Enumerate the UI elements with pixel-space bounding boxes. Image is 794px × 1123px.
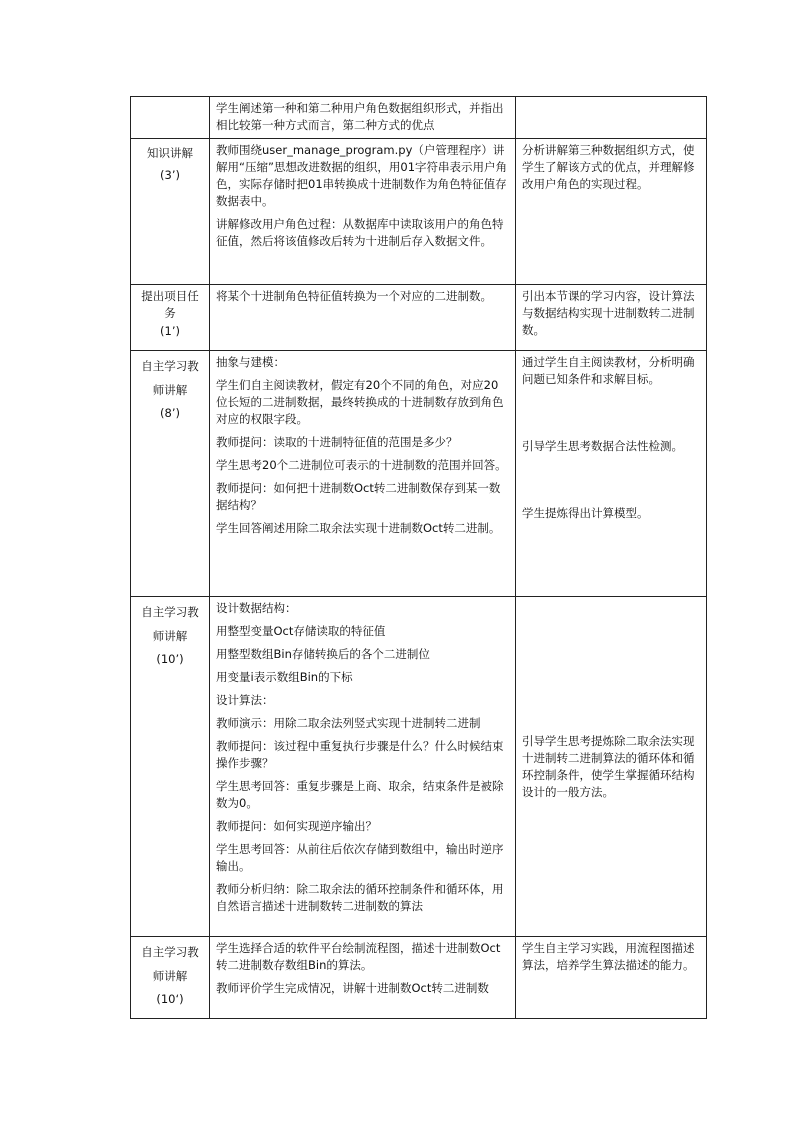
- stage-cell: [131, 597, 210, 937]
- content-paragraph: 教师提问：该过程中重复执行步骤是什么？什么时候结束操作步骤？: [216, 739, 504, 770]
- intent-cell: [516, 937, 707, 1019]
- stage-time: (10’): [156, 652, 184, 666]
- content-paragraph: 教师提问：如何实现逆序输出？: [216, 819, 377, 833]
- stage-label: 提出项目任务: [141, 289, 199, 320]
- content-paragraph: 学生思考回答：从前往后依次存储到数组中，输出时逆序输出。: [216, 842, 504, 873]
- table-row: [131, 285, 707, 351]
- content-paragraph: 设计算法：: [216, 693, 274, 707]
- table-row: [131, 597, 707, 937]
- table-row: [131, 97, 707, 139]
- stage-cell: [131, 285, 210, 351]
- content-paragraph: 用整型数组Bin存储转换后的各个二进制位: [216, 647, 430, 661]
- content-cell: [210, 97, 516, 139]
- content-paragraph: 用变量i表示数组Bin的下标: [216, 670, 353, 684]
- content-paragraph: 设计数据结构：: [216, 601, 297, 615]
- stage-time: (8’): [160, 406, 180, 420]
- intent-cell: [516, 597, 707, 937]
- content-paragraph: 将某个十进制角色特征值转换为一个对应的二进制数。: [216, 289, 492, 303]
- stage-label: 自主学习教师讲解: [141, 359, 199, 397]
- table-row: [131, 351, 707, 597]
- content-paragraph: 用整型变量Oct存储读取的特征值: [216, 624, 386, 638]
- content-cell: [210, 597, 516, 937]
- stage-cell: [131, 351, 210, 597]
- intent-cell: [516, 351, 707, 597]
- intent-paragraph: 学生提炼得出计算模型。: [522, 506, 649, 520]
- content-cell: [210, 351, 516, 597]
- stage-label: 自主学习教师讲解: [141, 605, 199, 643]
- intent-cell: [516, 285, 707, 351]
- stage-time: (10‘): [156, 992, 184, 1006]
- content-paragraph: 教师提问：读取的十进制特征值的范围是多少？: [216, 435, 458, 449]
- content-paragraph: 学生选择合适的软件平台绘制流程图，描述十进制数Oct转二进制数存数组Bin的算法。: [216, 941, 501, 972]
- content-paragraph: 教师评价学生完成情况，讲解十进制数Oct转二进制数: [216, 981, 489, 995]
- content-cell: [210, 139, 516, 285]
- content-cell: [210, 937, 516, 1019]
- stage-label: 知识讲解: [147, 146, 193, 160]
- content-paragraph: 教师分析归纳：除二取余法的循环控制条件和循环体，用自然语言描述十进制数转二进制数的算法: [216, 882, 504, 913]
- stage-time: (1’): [160, 324, 180, 338]
- content-paragraph: 学生思考回答：重复步骤是上商、取余，结束条件是被除数为0。: [216, 779, 504, 810]
- intent-cell: [516, 139, 707, 285]
- stage-label: 自主学习教师讲解: [141, 945, 199, 983]
- lesson-plan-table: [130, 96, 707, 1019]
- content-paragraph: 学生回答阐述用除二取余法实现十进制数Oct转二进制。: [216, 521, 501, 535]
- table-row: [131, 139, 707, 285]
- intent-paragraph: 学生自主学习实践，用流程图描述算法，培养学生算法描述的能力。: [522, 941, 695, 972]
- content-paragraph: 教师围绕user_manage_program.py（户管理程序）讲解用“压缩”思想改进数据的组织，用01字符串表示用户角色，实际存储时把01串转换成十进制数作为角色特征值存数据表中。: [216, 143, 508, 208]
- intent-paragraph: 分析讲解第三种数据组织方式，使学生了解该方式的优点，并理解修改用户角色的实现过程。: [522, 143, 695, 191]
- intent-paragraph: 引导学生思考提炼除二取余法实现十进制转二进制算法的循环体和循环控制条件，使学生掌握循环结构设计的一般方法。: [522, 733, 695, 799]
- stage-cell: [131, 139, 210, 285]
- content-paragraph: 抽象与建模：: [216, 355, 285, 369]
- stage-cell: [131, 97, 210, 139]
- intent-paragraph: 引出本节课的学习内容，设计算法与数据结构实现十进制数转二进制数。: [522, 289, 695, 337]
- table-row: [131, 937, 707, 1019]
- stage-cell: [131, 937, 210, 1019]
- intent-cell: [516, 97, 707, 139]
- content-paragraph: 讲解修改用户角色过程：从数据库中读取该用户的角色特征值，然后将该值修改后转为十进制后存入数据文件。: [216, 217, 504, 248]
- content-paragraph: 学生思考20个二进制位可表示的十进制数的范围并回答。: [216, 458, 507, 472]
- content-paragraph: 学生阐述第一种和第二种用户角色数据组织形式，并指出相比较第一种方式而言，第二种方式的优点: [216, 101, 504, 132]
- intent-paragraph: 通过学生自主阅读教材，分析明确问题已知条件和求解目标。: [522, 355, 695, 386]
- stage-time: (3’): [160, 168, 180, 182]
- content-paragraph: 学生们自主阅读教材，假定有20个不同的角色，对应20位长短的二进制数据，最终转换成的十进制数存放到角色对应的权限字段。: [216, 378, 504, 426]
- content-paragraph: 教师提问：如何把十进制数Oct转二进制数保存到某一数据结构？: [216, 481, 501, 512]
- intent-paragraph: 引导学生思考数据合法性检测。: [522, 439, 683, 453]
- content-cell: [210, 285, 516, 351]
- content-paragraph: 教师演示：用除二取余法列竖式实现十进制转二进制: [216, 716, 481, 730]
